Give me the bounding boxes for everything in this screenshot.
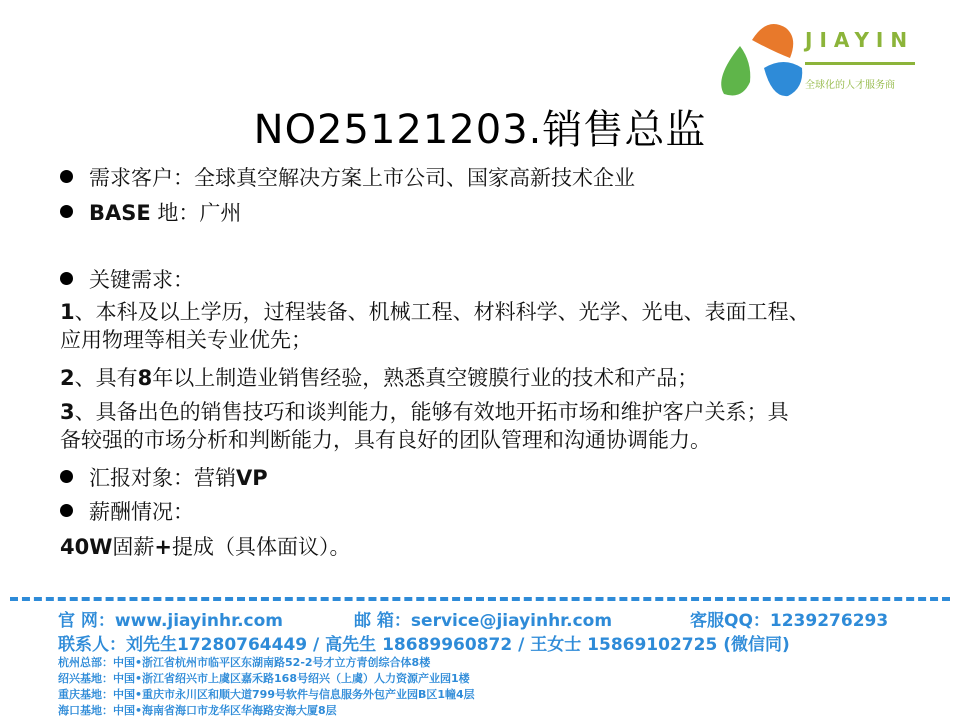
footer-contacts: 联系人：刘先生17280764449 / 高先生 18689960872 / 王女士 15869102725 (微信同) [58,635,790,655]
base-label-cn: 地： [150,201,200,225]
logo-green-leaf [721,46,750,96]
req1-text-a: 、本科及以上学历，过程装备、机械工程、材料科学、光学、光电、表面工程、 [74,300,810,324]
salary-plus: + [154,535,172,559]
salary-rest: 提成（具体面议）。 [172,535,351,559]
base-value: 广州 [199,201,242,225]
logo-orange-leaf [752,24,793,58]
client-line [60,162,635,192]
footer-qq: 客服QQ：1239276293 [690,611,889,631]
bullet-icon [60,205,73,218]
salary-fixed: 固薪 [112,535,155,559]
req2-text-a: 、具有 [74,366,138,390]
req3-text-b: 备较强的市场分析和判断能力，具有良好的团队管理和沟通协调能力。 [60,428,711,452]
footer-email: 邮 箱：service@jiayinhr.com [354,611,613,631]
salary-detail [60,531,351,561]
report-label: 汇报对象： [89,466,194,490]
req2-text-b: 年以上制造业销售经验，熟悉真空镀膜行业的技术和产品； [152,366,699,390]
footer-divider [10,597,950,601]
client-label: 需求客户： [89,166,194,190]
logo-tagline: 全球化的人才服务商 [805,80,895,91]
report-en: VP [236,466,268,490]
logo-underline [805,62,915,65]
requirement-1 [60,298,920,354]
page-title: NO25121203.销售总监 [253,107,707,153]
req3-number: 3 [60,400,75,424]
client-value: 全球真空解决方案上市公司、国家高新技术企业 [194,166,635,190]
salary-line [60,496,194,526]
report-cn: 营销 [194,466,236,490]
salary-label: 薪酬情况： [89,500,194,524]
req3-text-a: 、具备出色的销售技巧和谈判能力，能够有效地开拓市场和维护客户关系；具 [74,400,789,424]
requirement-2 [60,364,920,392]
key-requirements-label: 关键需求： [89,268,194,292]
bullet-icon [60,470,73,483]
bullet-icon [60,272,73,285]
req2-years: 8 [137,366,153,390]
footer-hq-address: 杭州总部：中国•浙江省杭州市临平区东湖南路52-2号才立方青创综合体8楼 [58,656,431,669]
bullet-icon [60,504,73,517]
footer-website: 官 网：www.jiayinhr.com [58,611,284,631]
footer-chongqing-address: 重庆基地：中国•重庆市永川区和顺大道799号软件与信息服务外包产业园B区1幢4层 [58,688,475,701]
base-label-en: BASE [89,201,151,225]
req1-text-b: 应用物理等相关专业优先； [60,328,312,352]
footer-haikou-address: 海口基地：中国•海南省海口市龙华区华海路安海大厦8层 [58,704,337,717]
bullet-icon [60,170,73,183]
salary-amount: 40W [60,535,113,559]
req2-number: 2 [60,366,75,390]
key-requirements-line [60,264,194,294]
report-line [60,462,268,492]
requirement-3 [60,398,920,454]
req1-number: 1 [60,300,75,324]
logo-brand-text: JIAYIN [805,28,915,52]
logo-blue-leaf [764,62,802,96]
footer-shaoxing-address: 绍兴基地：中国•浙江省绍兴市上虞区嘉禾路168号绍兴（上虞）人力资源产业园1楼 [58,672,470,685]
base-line [60,197,241,227]
